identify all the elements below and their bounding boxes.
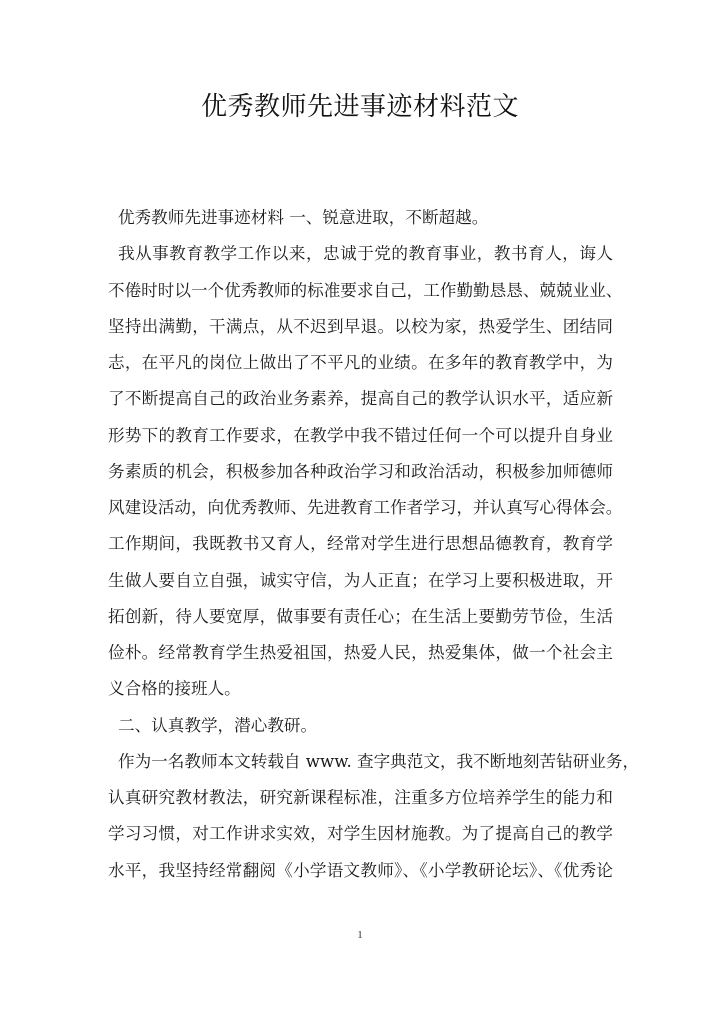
text-line: 学习习惯，对工作讲求实效，对学生因材施教。为了提高自己的教学	[108, 824, 613, 844]
text-line: 风建设活动，向优秀教师、先进教育工作者学习，并认真写心得体会。	[108, 498, 623, 517]
text-line: 优秀教师先进事迹材料 一、锐意进取，不断超越。	[118, 208, 489, 227]
text-line: 形势下的教育工作要求，在教学中我不错过任何一个可以提升自身业	[108, 425, 613, 445]
document-body	[108, 200, 640, 889]
text-line: 不倦时时以一个优秀教师的标准要求自己，工作勤勤恳恳、兢兢业业、	[108, 280, 623, 300]
text-line: 工作期间，我既教书又育人，经常对学生进行思想品德教育，教育学	[108, 534, 613, 554]
text-line: 水平，我坚持经常翻阅《小学语文教师》、《小学教研论坛》、《优秀论	[108, 860, 613, 880]
text-line: 了不断提高自己的政治业务素养，提高自己的教学认识水平，适应新	[108, 389, 613, 409]
text-line: 拓创新，待人要宽厚，做事要有责任心；在生活上要勤劳节俭，生活	[108, 606, 613, 626]
text-line: 义合格的接班人。	[108, 679, 241, 699]
text-line: 生做人要自立自强，诚实守信，为人正直；在学习上要积极进取，开	[108, 570, 613, 590]
text-line: 认真研究教材教法，研究新课程标准，注重多方位培养学生的能力和	[108, 788, 613, 807]
text-line: 俭朴。经常教育学生热爱祖国，热爱人民，热爱集体，做一个社会主	[108, 643, 613, 662]
text-line: 务素质的机会，积极参加各种政治学习和政治活动，积极参加师德师	[108, 461, 613, 481]
text-line: 二、认真教学，潜心教研。	[118, 715, 318, 735]
text-line: 作为一名教师本文转载自 www. 查字典范文，我不断地刻苦钻研业务，	[118, 751, 640, 771]
page-number: 1	[357, 929, 363, 941]
text-line: 志，在平凡的岗位上做出了不平凡的业绩。在多年的教育教学中，为	[108, 353, 613, 372]
text-line: 坚持出满勤，干满点，从不迟到早退。以校为家，热爱学生、团结同	[108, 316, 613, 336]
document-title: 优秀教师先进事迹材料范文	[200, 92, 519, 122]
text-line: 我从事教育教学工作以来，忠诚于党的教育事业，教书育人，诲人	[118, 244, 613, 264]
